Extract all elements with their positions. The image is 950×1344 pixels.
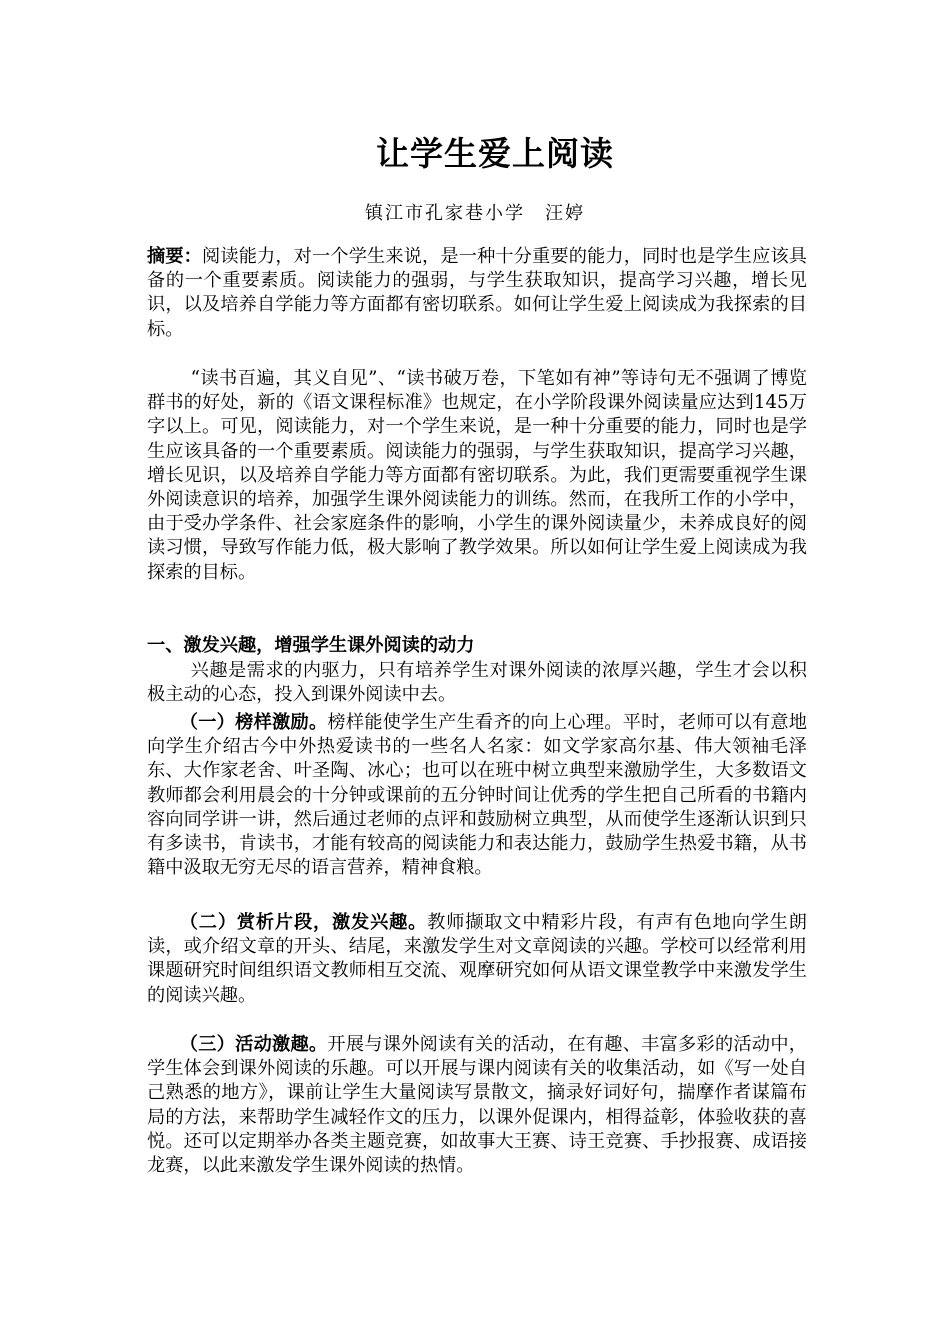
author-line: 镇江市孔家巷小学 汪婷 (365, 203, 585, 224)
document-title: 让学生爱上阅读 (376, 134, 614, 173)
subsection-lead-1: （一）榜样激励。 (179, 712, 328, 733)
abstract-text: 阅读能力，对一个学生来说，是一种十分重要的能力，同时也是学生应该具备的一个重要素质。阅读能力的强弱，与学生获取知识，提高学习兴趣，增长见识，以及培养自学能力等方面都有密切联系。如何让学生爱上阅读成为我探索的目标。 (147, 246, 807, 340)
subsection-text-1: 榜样能使学生产生看齐的向上心理。平时，老师可以有意地向学生介绍古今中外热爱读书的一些名人名家：如文学家高尔基、伟大领袖毛泽东、大作家老舍、叶圣陶、冰心；也可以在班中树立典型来激励学生，大多数语文教师都会利用晨会的十分钟或课前的五分钟时间让优秀的学生把自己所看的书籍内容向同学讲一讲，然后通过老师的点评和鼓励树立典型，从而使学生逐渐认识到只有多读书，肯读书，才能有较高的阅读能力和表达能力，鼓励学生热爱书籍，从书籍中汲取无穷无尽的语言营养，精神食粮。 (147, 712, 807, 879)
subsection-text-2: 教师撷取文中精彩片段，有声有色地向学生朗读，或介绍文章的开头、结尾，来激发学生对文章阅读的兴趣。学校可以经常利用课题研究时间组织语文教师相互交流、观摩研究如何从语文课堂教学中来激发学生的阅读兴趣。 (147, 912, 807, 1006)
abstract-label: 摘要： (147, 246, 203, 267)
subsection-text-3: 开展与课外阅读有关的活动，在有趣、丰富多彩的活动中，学生体会到课外阅读的乐趣。可以开展与课内阅读有关的收集活动，如《写一处自己熟悉的地方》，课前让学生大量阅读写景散文，摘录好词好句，揣摩作者谋篇布局的方法，来帮助学生减轻作文的压力，以课外促课内，相得益彰，体验收获的喜悦。还可以定期举办各类主题竞赛，如故事大王赛、诗王竞赛、手抄报赛、成语接龙赛，以此来激发学生课外阅读的热情。 (147, 1034, 807, 1177)
section-intro-paragraph: 兴趣是需求的内驱力，只有培养学生对课外阅读的浓厚兴趣，学生才会以积极主动的心态，投入到课外阅读中去。 (147, 660, 807, 706)
section-heading: 一、激发兴趣，增强学生课外阅读的动力 (147, 635, 475, 656)
intro-paragraph: “读书百遍，其义自见”、“读书破万卷，下笔如有神”等诗句无不强调了博览群书的好处，新的《语文课程标准》也规定，在小学阶段课外阅读量应达到145万字以上。可见，阅读能力，对一个学生来说，是一种十分重要的能力，同时也是学生应该具备的一个重要素质。阅读能力的强弱，与学生获取知识，提高学习兴趣，增长见识，以及培养自学能力等方面都有密切联系。为此，我们更需要重视学生课外阅读意识的培养，加强学生课外阅读能力的训练。然而，在我所工作的小学中，由于受办学条件、社会家庭条件的影响，小学生的课外阅读量少，未养成良好的阅读习惯，导致写作能力低，极大影响了教学效果。所以如何让学生爱上阅读成为我探索的目标。 (147, 368, 807, 583)
subsection-paragraph-1 (147, 711, 807, 880)
subsection-paragraph-2 (147, 911, 807, 1008)
subsection-lead-2: （二）赏析片段，激发兴趣。 (179, 912, 428, 933)
abstract-paragraph (147, 245, 807, 342)
subsection-lead-3: （三）活动激趣。 (179, 1034, 328, 1055)
subsection-paragraph-3 (147, 1033, 807, 1178)
